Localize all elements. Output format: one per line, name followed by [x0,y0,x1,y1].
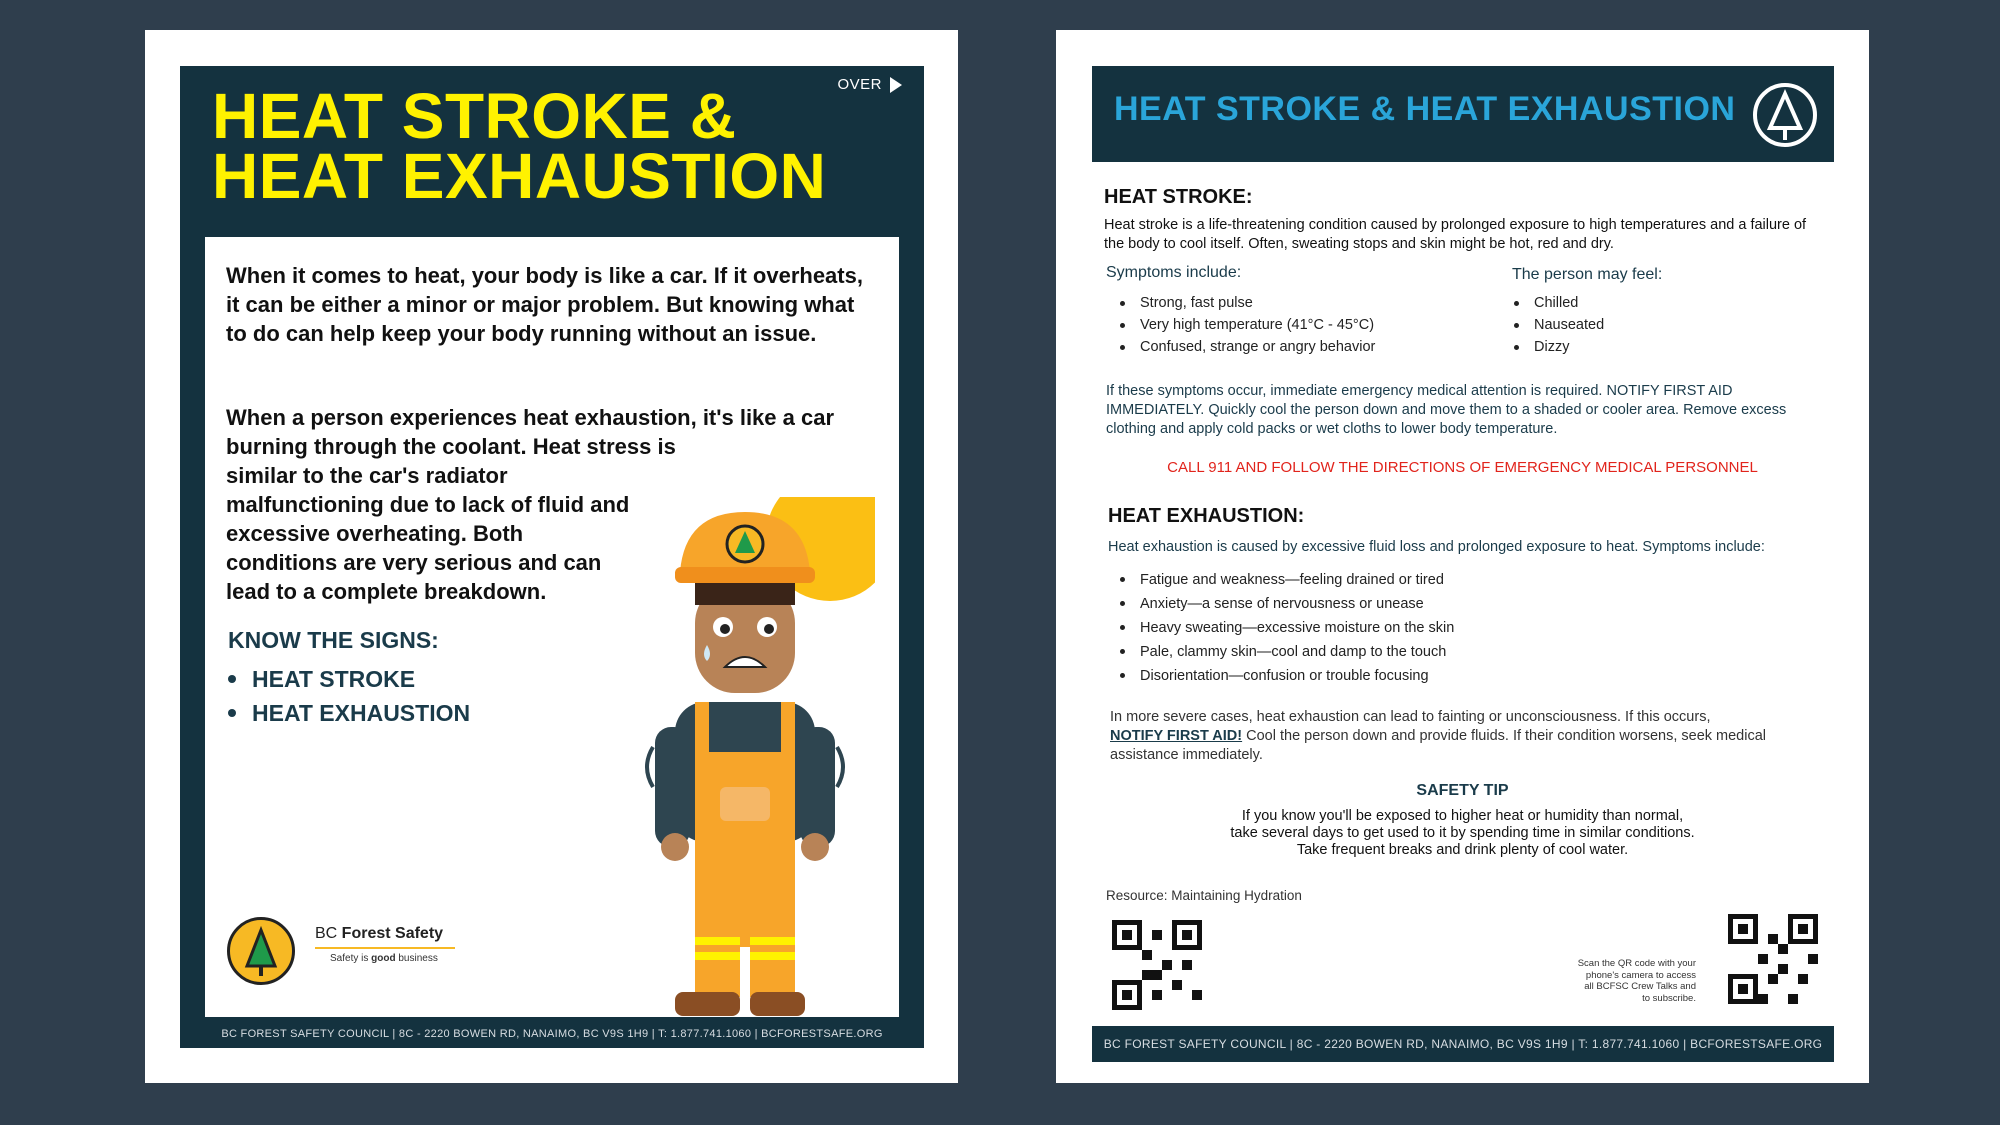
sign-item [228,696,470,730]
notify-first-aid-link[interactable]: NOTIFY FIRST AID! [1110,728,1243,744]
symptoms-heading: Symptoms include: [1106,264,1242,281]
brand-name [315,925,443,943]
feel-list [1512,292,1604,358]
banner [1092,66,1834,162]
symptoms-list [1118,292,1375,358]
tip-line: take several days to get used to it by spending time in similar conditions. [1230,825,1695,841]
bullet [228,709,236,717]
tagline-part: business [395,953,438,964]
intro-paragraph: When it comes to heat, your body is like a car. If it overheats, it can be either a minor or major problem. But knowing what to do can help keep your body running without an issue. [226,263,863,346]
heat-exhaustion-intro: Heat exhaustion is caused by excessive fluid loss and prolonged exposure to heat. Symptoms include: [1108,539,1765,555]
title-line-1: HEAT STROKE & [212,80,737,152]
brand-prefix: BC [315,925,342,942]
list-item: Dizzy [1512,336,1604,358]
list-item: Heavy sweating—excessive moisture on the skin [1118,616,1454,640]
poster-frame [180,66,924,1048]
footer-contact: BC FOREST SAFETY COUNCIL | 8C - 2220 BOWEN RD, NANAIMO, BC V9S 1H9 | T: 1.877.741.1060 | BCFORESTSAFE.ORG [1092,1026,1834,1062]
poster-page-left [145,30,958,1083]
call-911-text: CALL 911 AND FOLLOW THE DIRECTIONS OF EMERGENCY MEDICAL PERSONNEL [1167,459,1758,476]
list-item: Disorientation—confusion or trouble focusing [1118,664,1454,688]
list-item: Fatigue and weakness—feeling drained or tired [1118,568,1454,592]
list-item: Pale, clammy skin—cool and damp to the touch [1118,640,1454,664]
severe-text: Cool the person down and provide fluids. If their condition worsens, seek medical assistance immediately. [1110,728,1767,763]
severe-cases-text [1110,708,1800,765]
heat-stroke-intro: Heat stroke is a life-threatening condition caused by prolonged exposure to high temperatures and a failure of the body to cool itself. Often, sweating stops and skin might be hot, red and dry. [1104,217,1807,252]
sign-label: HEAT EXHAUSTION [252,700,471,726]
list-item: Anxiety—a sense of nervousness or unease [1118,592,1454,616]
brand-bold: Forest Safety [341,925,444,942]
poster-title [212,80,827,212]
signs-list [228,662,470,730]
safety-tip-text [1056,808,1869,859]
tagline-bold: good [371,953,396,964]
info-page-right [1056,30,1869,1083]
list-item: Strong, fast pulse [1118,292,1375,314]
brand-tagline [330,953,438,964]
safety-tip-heading: SAFETY TIP [1416,782,1509,799]
qr-code-icon[interactable] [1728,914,1818,1004]
feel-heading: The person may feel: [1512,266,1663,283]
know-signs-heading: KNOW THE SIGNS: [228,627,439,653]
banner-title: HEAT STROKE & HEAT EXHAUSTION [1114,90,1736,128]
emergency-text: If these symptoms occur, immediate emergency medical attention is required. NOTIFY FIRST AID IMMEDIATELY. Quickly cool the person down and move them to a shaded or cooler area. Remove excess clothing and apply cold packs or wet cloths to lower body temperature. [1106,383,1787,437]
heat-exhaustion-heading: HEAT EXHAUSTION: [1108,505,1305,527]
tip-line: If you know you'll be exposed to higher heat or humidity than normal, [1241,808,1684,824]
list-item: Very high temperature (41°C - 45°C) [1118,314,1375,336]
over-label: OVER [837,76,882,93]
play-triangle-icon [890,77,902,93]
sign-item [228,662,470,696]
exhaustion-symptoms-list [1118,568,1454,688]
worker-illustration [635,497,875,1017]
severe-text: In more severe cases, heat exhaustion can lead to fainting or unconsciousness. If this occurs, [1110,709,1711,725]
radiator-paragraph: similar to the car's radiator malfunctioning due to lack of fluid and excessive overheating. Both conditions are very serious and can lead to a complete breakdown. [226,463,630,604]
qr-code-icon[interactable] [1112,920,1202,1010]
title-line-2: HEAT EXHAUSTION [212,140,827,212]
coolant-paragraph: When a person experiences heat exhaustion, it's like a car burning through the coolant. Heat stress is [226,405,835,459]
list-item: Confused, strange or angry behavior [1118,336,1375,358]
footer-contact: BC FOREST SAFETY COUNCIL | 8C - 2220 BOWEN RD, NANAIMO, BC V9S 1H9 | T: 1.877.741.1060 | BCFORESTSAFE.ORG [221,1028,883,1040]
tagline-part: Safety is [330,953,372,964]
brand-rule [315,947,455,949]
scan-instructions: Scan the QR code with your phone's camera to access all BCFSC Crew Talks and to subscribe. [1577,958,1696,1004]
sign-label: HEAT STROKE [252,666,416,692]
resource-link[interactable]: Resource: Maintaining Hydration [1106,888,1302,903]
tree-logo-icon [227,917,295,985]
list-item: Chilled [1512,292,1604,314]
poster-content-card [205,237,899,1017]
over-link[interactable] [837,76,902,93]
heat-stroke-heading: HEAT STROKE: [1104,186,1253,208]
bullet [228,675,236,683]
list-item: Nauseated [1512,314,1604,336]
tip-line: Take frequent breaks and drink plenty of cool water. [1296,842,1629,858]
tree-logo-icon [1752,82,1818,148]
